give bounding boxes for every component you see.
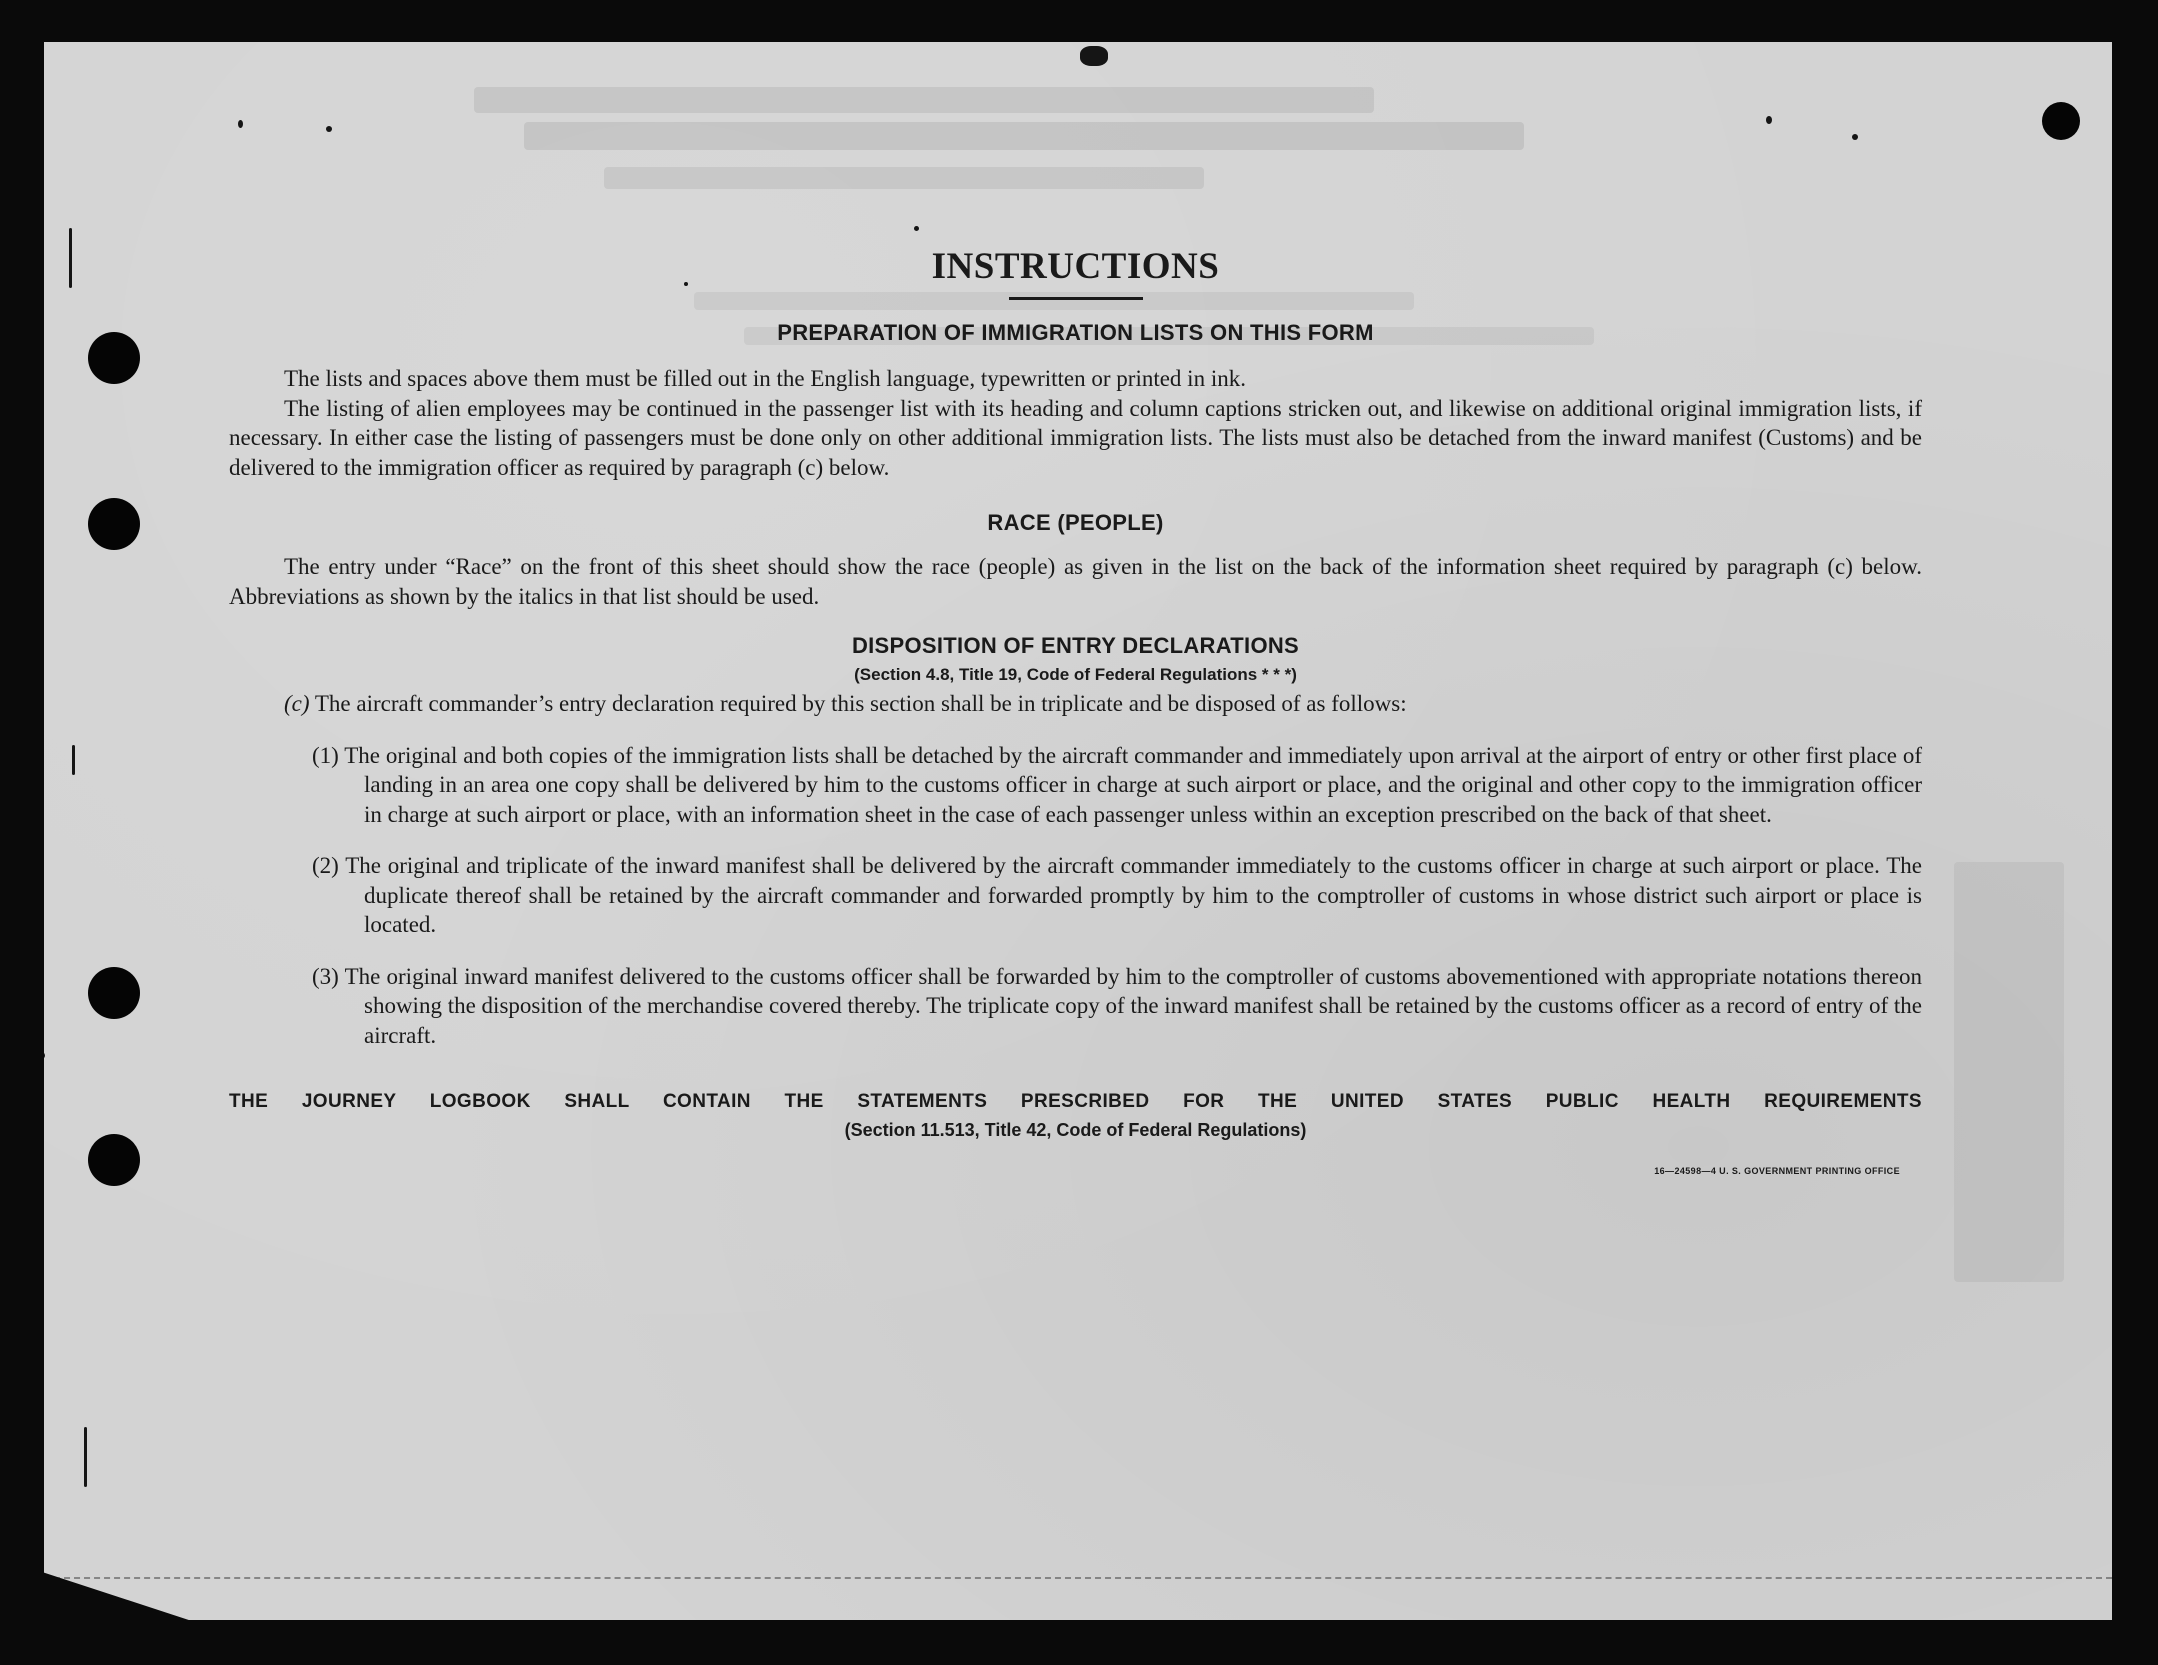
preparation-paragraph-2: The listing of alien employees may be continued in the passenger list with its heading and column captions stricken out, and likewise on additional original immigration lists, if necessary. In either case the listing of passengers must be done only on other additional immigration lists. The lists must also be detached from the inward manifest (Customs) and be delivered to the immigration officer as required by paragraph (c) below. — [229, 395, 1922, 480]
race-paragraph: The entry under “Race” on the front of this sheet should show the race (people) as given in the list on the back of the information sheet required by paragraph (c) below. Abbreviations as shown by the italics in that list should be used. — [229, 554, 1922, 609]
logbook-citation: (Section 11.513, Title 42, Code of Federal Regulations) — [844, 1120, 1307, 1140]
instructions-content — [229, 245, 1922, 1184]
section-heading-race: RACE (PEOPLE) — [987, 510, 1164, 535]
bleed-through-shading — [604, 167, 1204, 189]
bleed-through-shading — [524, 122, 1524, 150]
page-title: INSTRUCTIONS — [931, 246, 1220, 287]
preparation-paragraph-1: The lists and spaces above them must be filled out in the English language, typewritten or printed in ink. — [284, 366, 1246, 391]
punch-hole — [88, 332, 140, 384]
paragraph-c-label: (c) — [284, 691, 310, 716]
punch-hole — [88, 1134, 140, 1186]
item-number: (1) — [312, 742, 339, 768]
bleed-through-shading — [474, 87, 1374, 113]
scan-speck — [914, 226, 919, 231]
disposition-item-2 — [229, 851, 1922, 940]
section-heading-disposition: DISPOSITION OF ENTRY DECLARATIONS — [851, 633, 1300, 658]
paragraph-c — [229, 689, 1922, 719]
paragraph-c-text: The aircraft commander’s entry declaration required by this section shall be in triplicate and be disposed of as follows: — [314, 691, 1407, 716]
item-text: The original and triplicate of the inward manifest shall be delivered by the aircraft commander immediately to the customs officer in charge at such airport or place. The duplicate thereof shall be retained by the aircraft commander and forwarded promptly by him to the comptroller of customs in whose district such airport or place is located. — [345, 853, 1922, 937]
scan-speck — [1852, 134, 1858, 140]
punch-hole — [88, 498, 140, 550]
title-underline — [1009, 297, 1143, 300]
scan-speck — [326, 126, 332, 132]
fold-line — [44, 1577, 2112, 1579]
scan-speck — [69, 228, 72, 288]
scan-speck — [1080, 46, 1108, 66]
item-number: (2) — [312, 853, 339, 878]
disposition-item-1 — [229, 741, 1922, 830]
disposition-item-3 — [229, 962, 1922, 1051]
disposition-citation: (Section 4.8, Title 19, Code of Federal Regulations * * *) — [854, 665, 1297, 684]
scan-speck — [84, 1427, 87, 1487]
punch-hole — [2042, 102, 2080, 140]
section-heading-preparation: PREPARATION OF IMMIGRATION LISTS ON THIS FORM — [777, 320, 1374, 345]
scan-speck — [238, 120, 243, 128]
printing-office-code: 16—24598—4 U. S. GOVERNMENT PRINTING OFFICE — [1654, 1166, 1900, 1176]
scan-speck — [72, 745, 75, 775]
bleed-through-shading — [1954, 862, 2064, 1282]
scan-speck — [38, 1052, 45, 1059]
item-number: (3) — [312, 963, 339, 989]
item-text: The original inward manifest delivered to the customs officer shall be forwarded by him to the comptroller of customs abovementioned with appropriate notations thereon showing the disposition of the merchandise covered thereby. The triplicate copy of the inward manifest shall be retained by the customs officer as a record of entry of the aircraft. — [344, 963, 1922, 1048]
punch-hole — [88, 967, 140, 1019]
logbook-requirement: THE JOURNEY LOGBOOK SHALL CONTAIN THE STATEMENTS PRESCRIBED FOR THE UNITED STATES PUBLIC HEALTH REQUIREMENTS — [229, 1091, 1922, 1112]
scan-speck — [1766, 116, 1772, 124]
item-text: The original and both copies of the immigration lists shall be detached by the aircraft commander and immediately upon arrival at the airport of entry or other first place of landing in an area one copy shall be delivered by him to the customs officer in charge at such airport or place, and the original and other copy to the immigration officer in charge at such airport or place, with an information sheet in the case of each passenger unless within an exception prescribed on the back of that sheet. — [344, 742, 1922, 827]
